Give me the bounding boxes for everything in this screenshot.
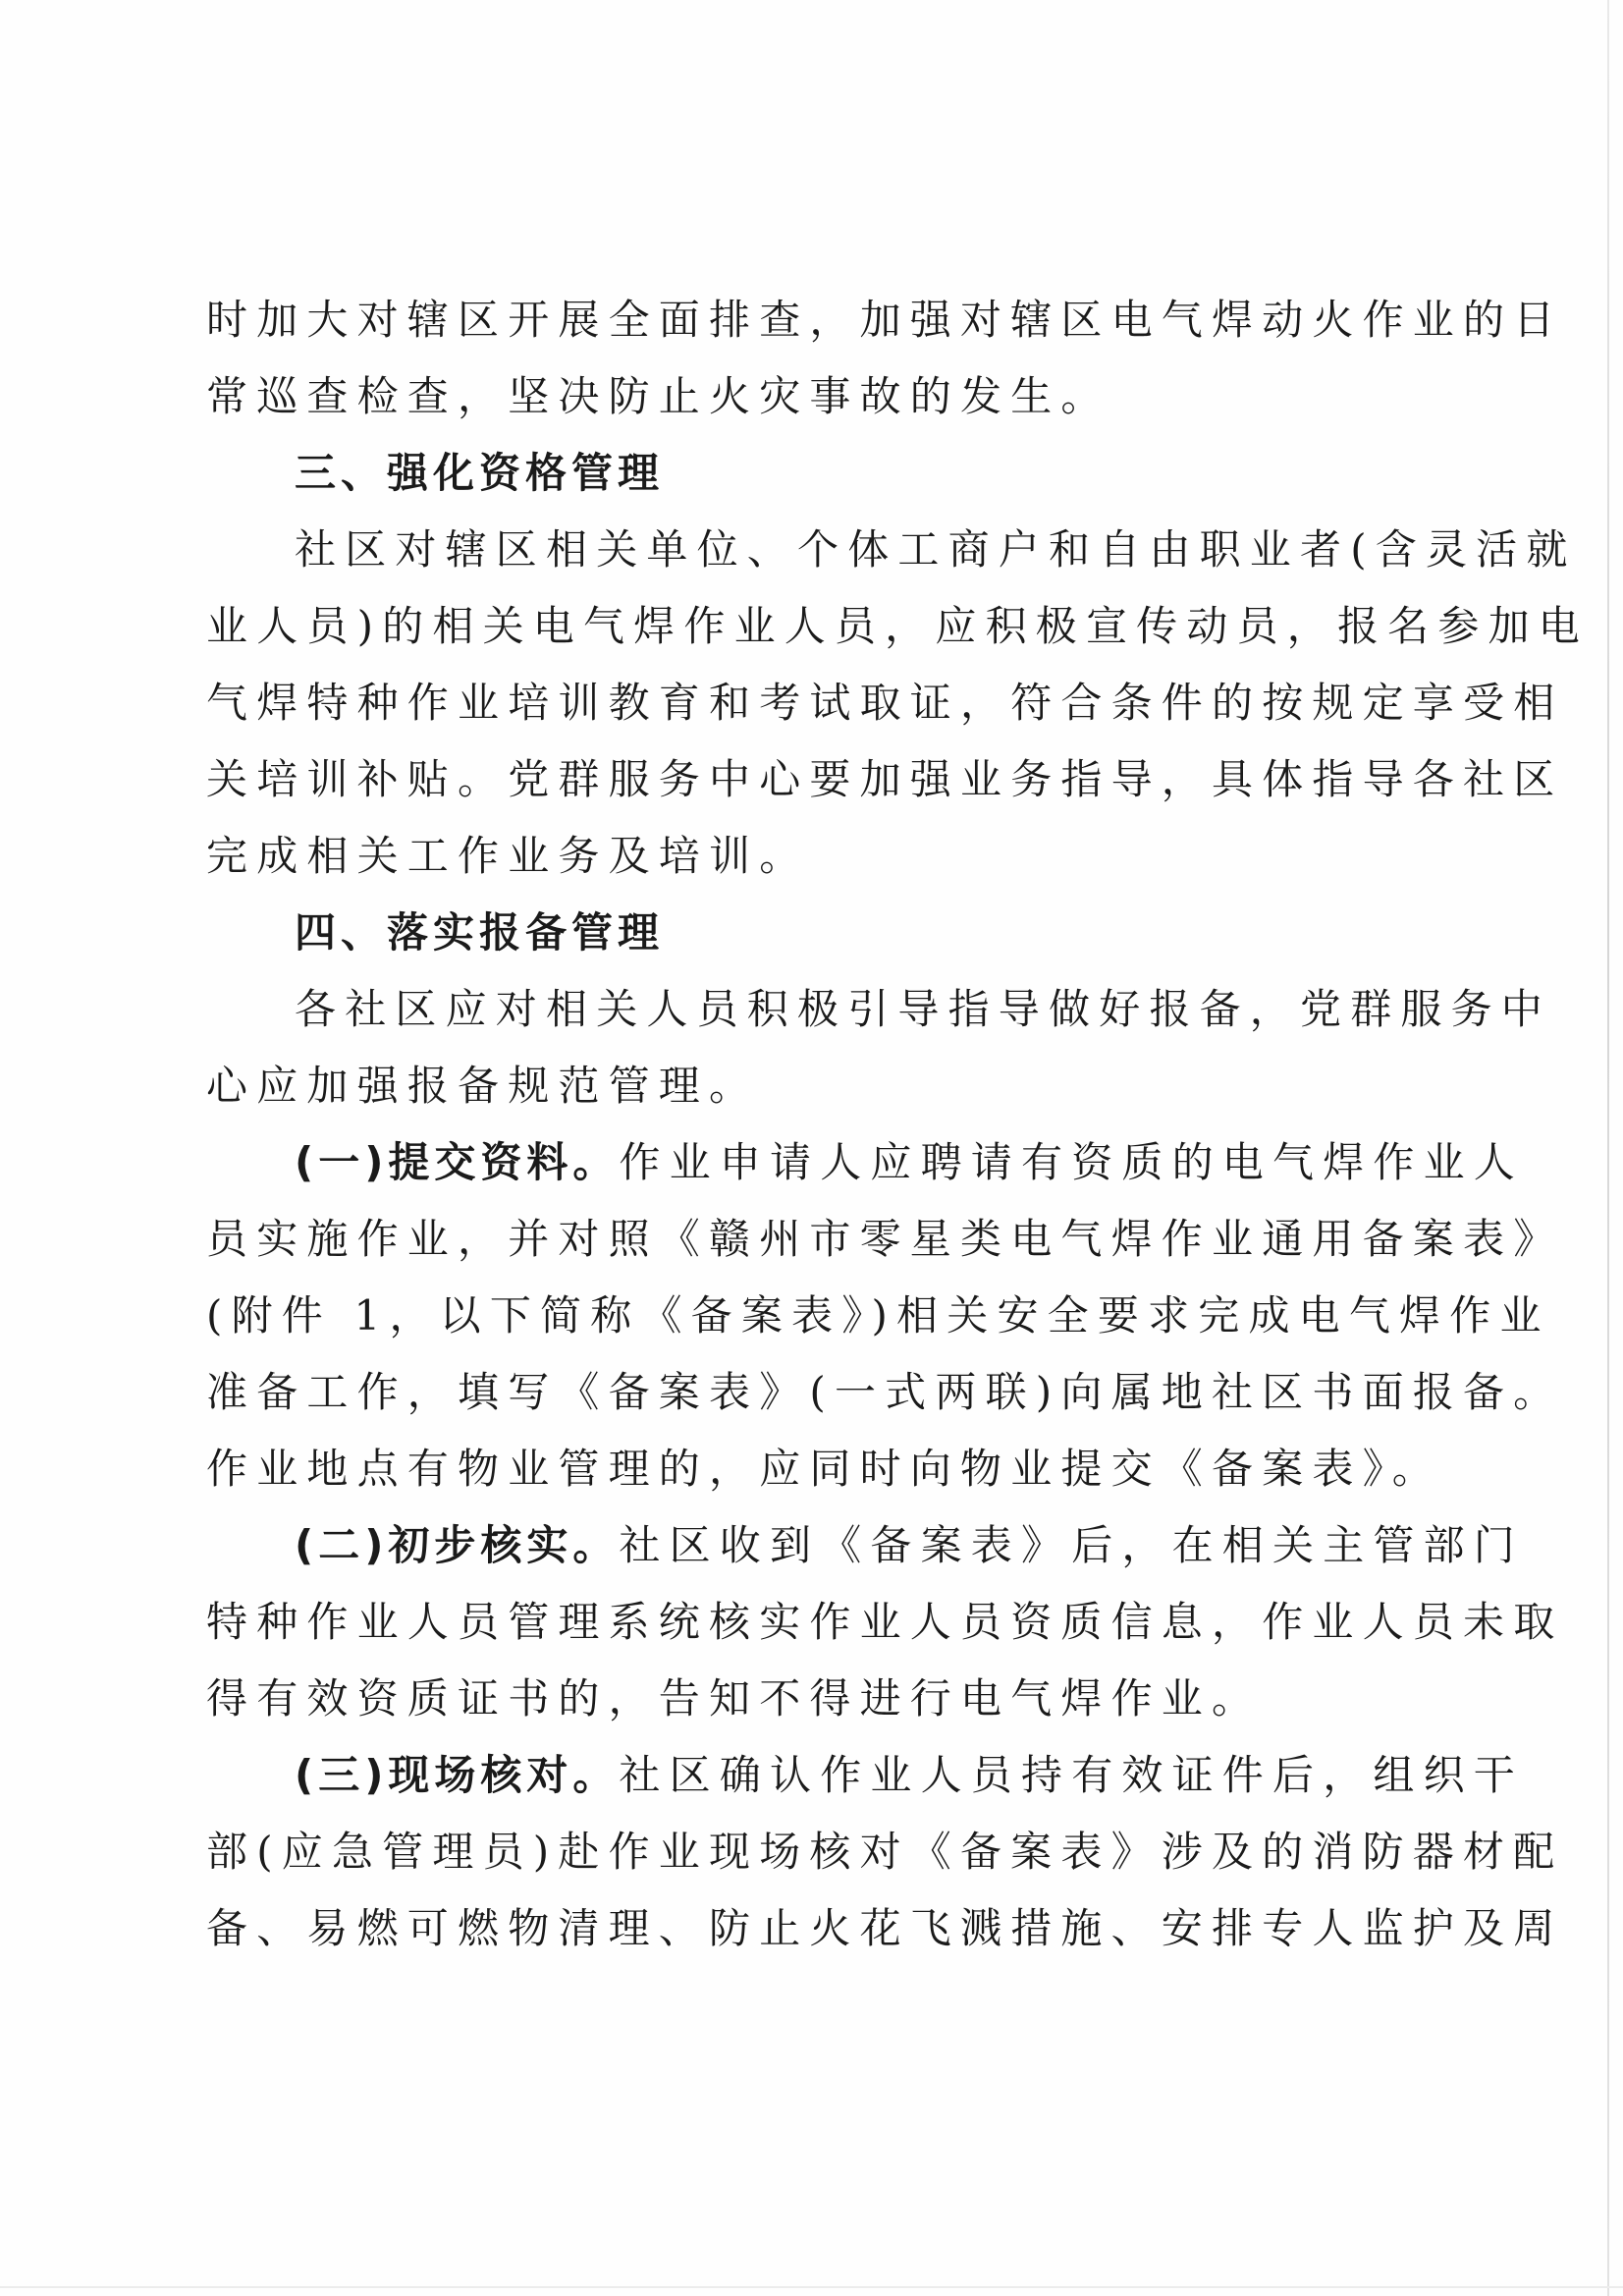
section-heading: 三、强化资格管理 xyxy=(295,449,665,497)
subsection-lead: (三)现场核对。 xyxy=(295,1751,620,1799)
scan-edge xyxy=(1607,0,1609,2296)
paragraph-line xyxy=(295,1520,1524,1571)
body-text: 社区确认作业人员持有效证件后，组织干 xyxy=(619,1751,1525,1799)
body-text: 社区收到《备案表》后，在相关主管部门 xyxy=(619,1521,1525,1569)
body-line: 得有效资质证书的，告知不得进行电气焊作业。 xyxy=(206,1674,1263,1722)
section-heading: 四、落实报备管理 xyxy=(295,908,665,957)
paragraph-line xyxy=(295,1137,1524,1188)
body-line: 完成相关工作业务及培训。 xyxy=(206,832,810,880)
body-line: 各社区应对相关人员积极引导指导做好报备，党群服务中 xyxy=(295,985,1552,1033)
body-line: 部(应急管理员)赴作业现场核对《备案表》涉及的消防器材配 xyxy=(206,1828,1564,1876)
body-line: 时加大对辖区开展全面排查，加强对辖区电气焊动火作业的日 xyxy=(206,296,1564,344)
body-line: (附件 1，以下简称《备案表》)相关安全要求完成电气焊作业 xyxy=(206,1291,1550,1339)
body-line: 准备工作，填写《备案表》(一式两联)向属地社区书面报备。 xyxy=(206,1368,1564,1416)
body-line: 常巡查检查，坚决防止火灾事故的发生。 xyxy=(206,372,1111,420)
body-line: 业人员)的相关电气焊作业人员，应积极宣传动员，报名参加电 xyxy=(206,602,1589,650)
subsection-lead: (一)提交资料。 xyxy=(295,1138,620,1186)
body-line: 特种作业人员管理系统核实作业人员资质信息，作业人员未取 xyxy=(206,1598,1564,1646)
body-line: 关培训补贴。党群服务中心要加强业务指导，具体指导各社区 xyxy=(206,755,1564,803)
body-text: 作业申请人应聘请有资质的电气焊作业人 xyxy=(619,1138,1525,1186)
body-line: 员实施作业，并对照《赣州市零星类电气焊作业通用备案表》 xyxy=(206,1215,1564,1263)
paragraph-line xyxy=(295,1750,1524,1801)
body-line: 备、易燃可燃物清理、防止火花飞溅措施、安排专人监护及周 xyxy=(206,1904,1564,1952)
body-line: 作业地点有物业管理的，应同时向物业提交《备案表》。 xyxy=(206,1445,1443,1493)
subsection-lead: (二)初步核实。 xyxy=(295,1521,620,1569)
body-line: 气焊特种作业培训教育和考试取证，符合条件的按规定享受相 xyxy=(206,679,1564,727)
body-line: 社区对辖区相关单位、个体工商户和自由职业者(含灵活就 xyxy=(295,525,1577,574)
body-line: 心应加强报备规范管理。 xyxy=(206,1062,760,1110)
scan-edge-bottom xyxy=(0,2286,1623,2288)
